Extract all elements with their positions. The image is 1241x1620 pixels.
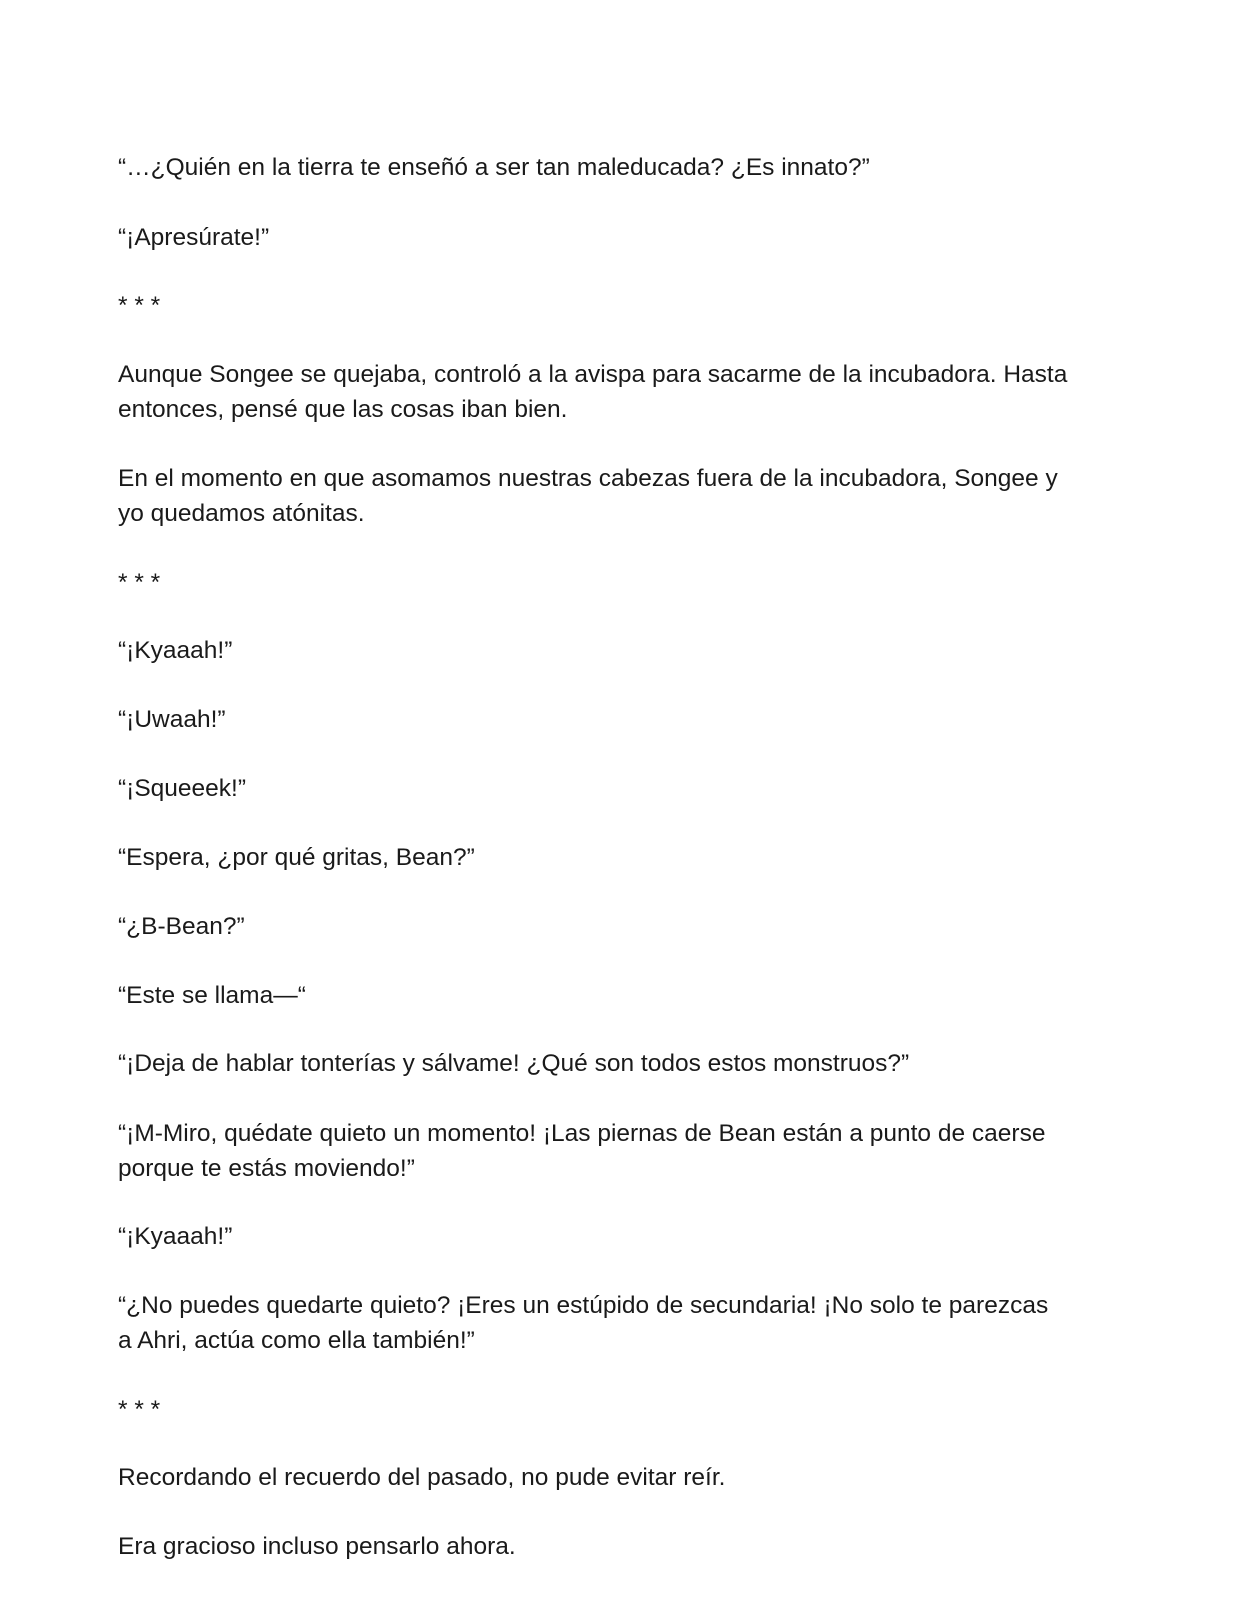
text-line: “Espera, ¿por qué gritas, Bean?” (118, 844, 475, 871)
text-line: porque te estás moviendo!” (118, 1155, 415, 1182)
text-line: “¡Deja de hablar tonterías y sálvame! ¿Qué son todos estos monstruos?” (118, 1050, 910, 1077)
text-line: En el momento en que asomamos nuestras cabezas fuera de la incubadora, Songee y (118, 465, 1058, 492)
text-line: entonces, pensé que las cosas iban bien. (118, 396, 568, 423)
section-separator: * * * (118, 292, 161, 319)
text-line: “¡Kyaaah!” (118, 1223, 233, 1250)
text-line: “¡M-Miro, quédate quieto un momento! ¡Las piernas de Bean están a punto de caerse (118, 1120, 1046, 1147)
text-line: “¡Uwaah!” (118, 706, 226, 733)
text-line: Recordando el recuerdo del pasado, no pude evitar reír. (118, 1464, 726, 1491)
text-line: yo quedamos atónitas. (118, 500, 365, 527)
text-line: Era gracioso incluso pensarlo ahora. (118, 1533, 516, 1560)
text-line: “¿B-Bean?” (118, 913, 245, 940)
text-line: “Este se llama—“ (118, 982, 306, 1009)
text-line: “…¿Quién en la tierra te enseñó a ser tan maleducada? ¿Es innato?” (118, 154, 870, 181)
text-line: a Ahri, actúa como ella también!” (118, 1327, 475, 1354)
text-line: Aunque Songee se quejaba, controló a la avispa para sacarme de la incubadora. Hasta (118, 361, 1068, 388)
text-line: “¡Squeeek!” (118, 775, 247, 802)
text-line: “¡Apresúrate!” (118, 224, 270, 251)
section-separator: * * * (118, 1396, 161, 1423)
text-line: “¿No puedes quedarte quieto? ¡Eres un estúpido de secundaria! ¡No solo te parezcas (118, 1292, 1049, 1319)
text-line: “¡Kyaaah!” (118, 637, 233, 664)
section-separator: * * * (118, 569, 161, 596)
